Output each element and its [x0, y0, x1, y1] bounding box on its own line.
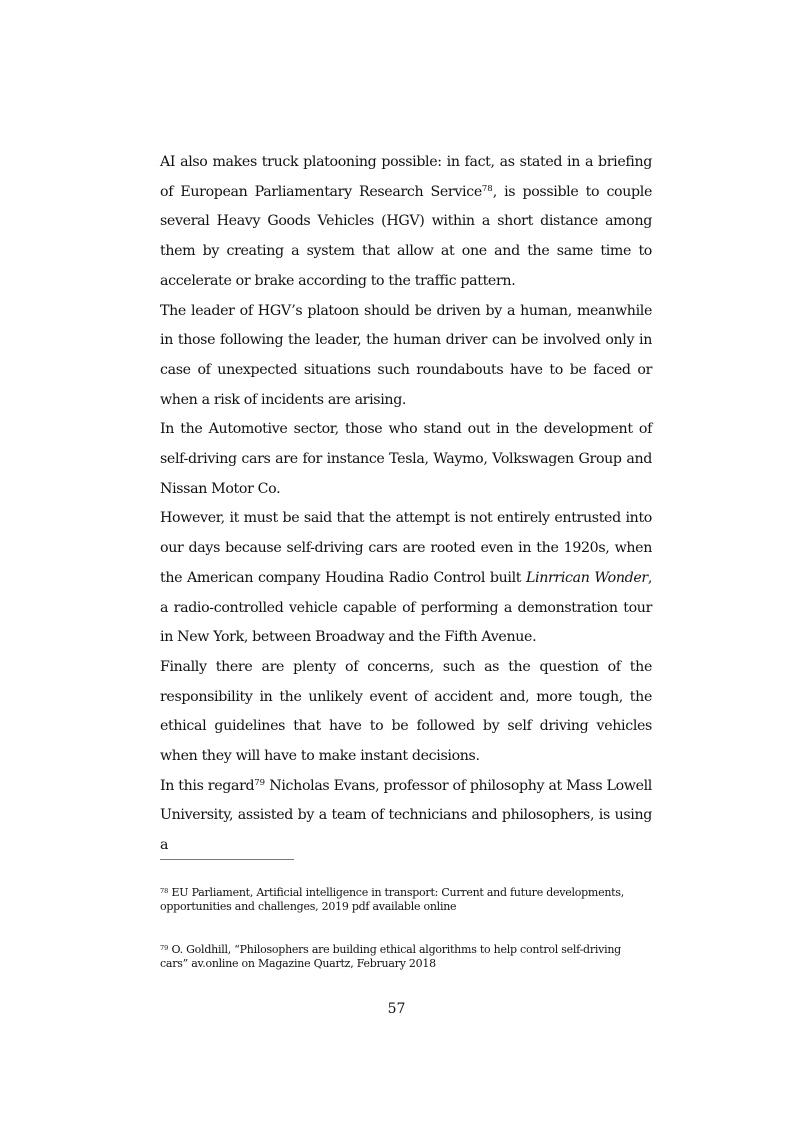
- paragraph-text: However, it must be said that the attempt is not entirely entrusted into our days because self-driving cars are rooted even in the 1920s, when the American company Houdina Radio Control built: [160, 510, 652, 586]
- italic-title: Linrrican Wonder: [525, 569, 648, 586]
- footnote-separator: [160, 859, 294, 860]
- footnote-marker: 78: [160, 887, 169, 895]
- page-number: 57: [387, 1001, 406, 1017]
- footnote-79: [160, 943, 640, 970]
- paragraph-evans: [160, 772, 652, 861]
- footnote-text: O. Goldhill, “Philosophers are building ethical algorithms to help control self-driving cars” av.online on Magazine Quartz, February 2018: [160, 943, 621, 970]
- paragraph-truck-platooning: [160, 148, 652, 297]
- paragraph-automotive-sector: In the Automotive sector, those who stand out in the development of self-driving cars are for instance Tesla, Waymo, Volkswagen Group and Nissan Motor Co.: [160, 421, 652, 497]
- paragraph-text: , a radio-controlled vehicle capable of performing a demonstration tour in New York, between Broadway and the Fifth Avenue.: [160, 569, 652, 646]
- footnote-marker: 79: [160, 944, 169, 952]
- paragraph-history: [160, 504, 652, 653]
- paragraph-platoon-leader: The leader of HGV’s platoon should be driven by a human, meanwhile in those following the leader, the human driver can be involved only in case of unexpected situations such roundabouts have to be faced or when a risk of incidents are arising.: [160, 302, 652, 408]
- paragraph-text: , is possible to couple several Heavy Goods Vehicles (HGV) within a short distance among them by creating a system that allow at one and the same time to accelerate or brake according to the traffic pattern.: [160, 183, 652, 289]
- paragraph-text: In this regard: [160, 777, 255, 794]
- paragraph-text: AI also makes truck platooning possible: in fact, as stated in a briefing of European Parliamentary Research Service: [160, 154, 652, 200]
- footnote-78: [160, 886, 640, 913]
- footnote-reference-78[interactable]: 78: [481, 183, 493, 194]
- paragraph-concerns: Finally there are plenty of concerns, such as the question of the responsibility in the unlikely event of accident and, more tough, the ethical guidelines that have to be followed by self driving vehicles when they will have to make instant decisions.: [160, 658, 652, 765]
- footnote-reference-79[interactable]: 79: [254, 777, 266, 788]
- footnote-text: EU Parliament, Artificial intelligence in transport: Current and future developments, opportunities and challenges, 2019 pdf available online: [160, 886, 624, 913]
- body-text: [160, 148, 652, 861]
- paragraph-text: Nicholas Evans, professor of philosophy at Mass Lowell University, assisted by a team of technicians and philosophers, is using a: [160, 777, 652, 854]
